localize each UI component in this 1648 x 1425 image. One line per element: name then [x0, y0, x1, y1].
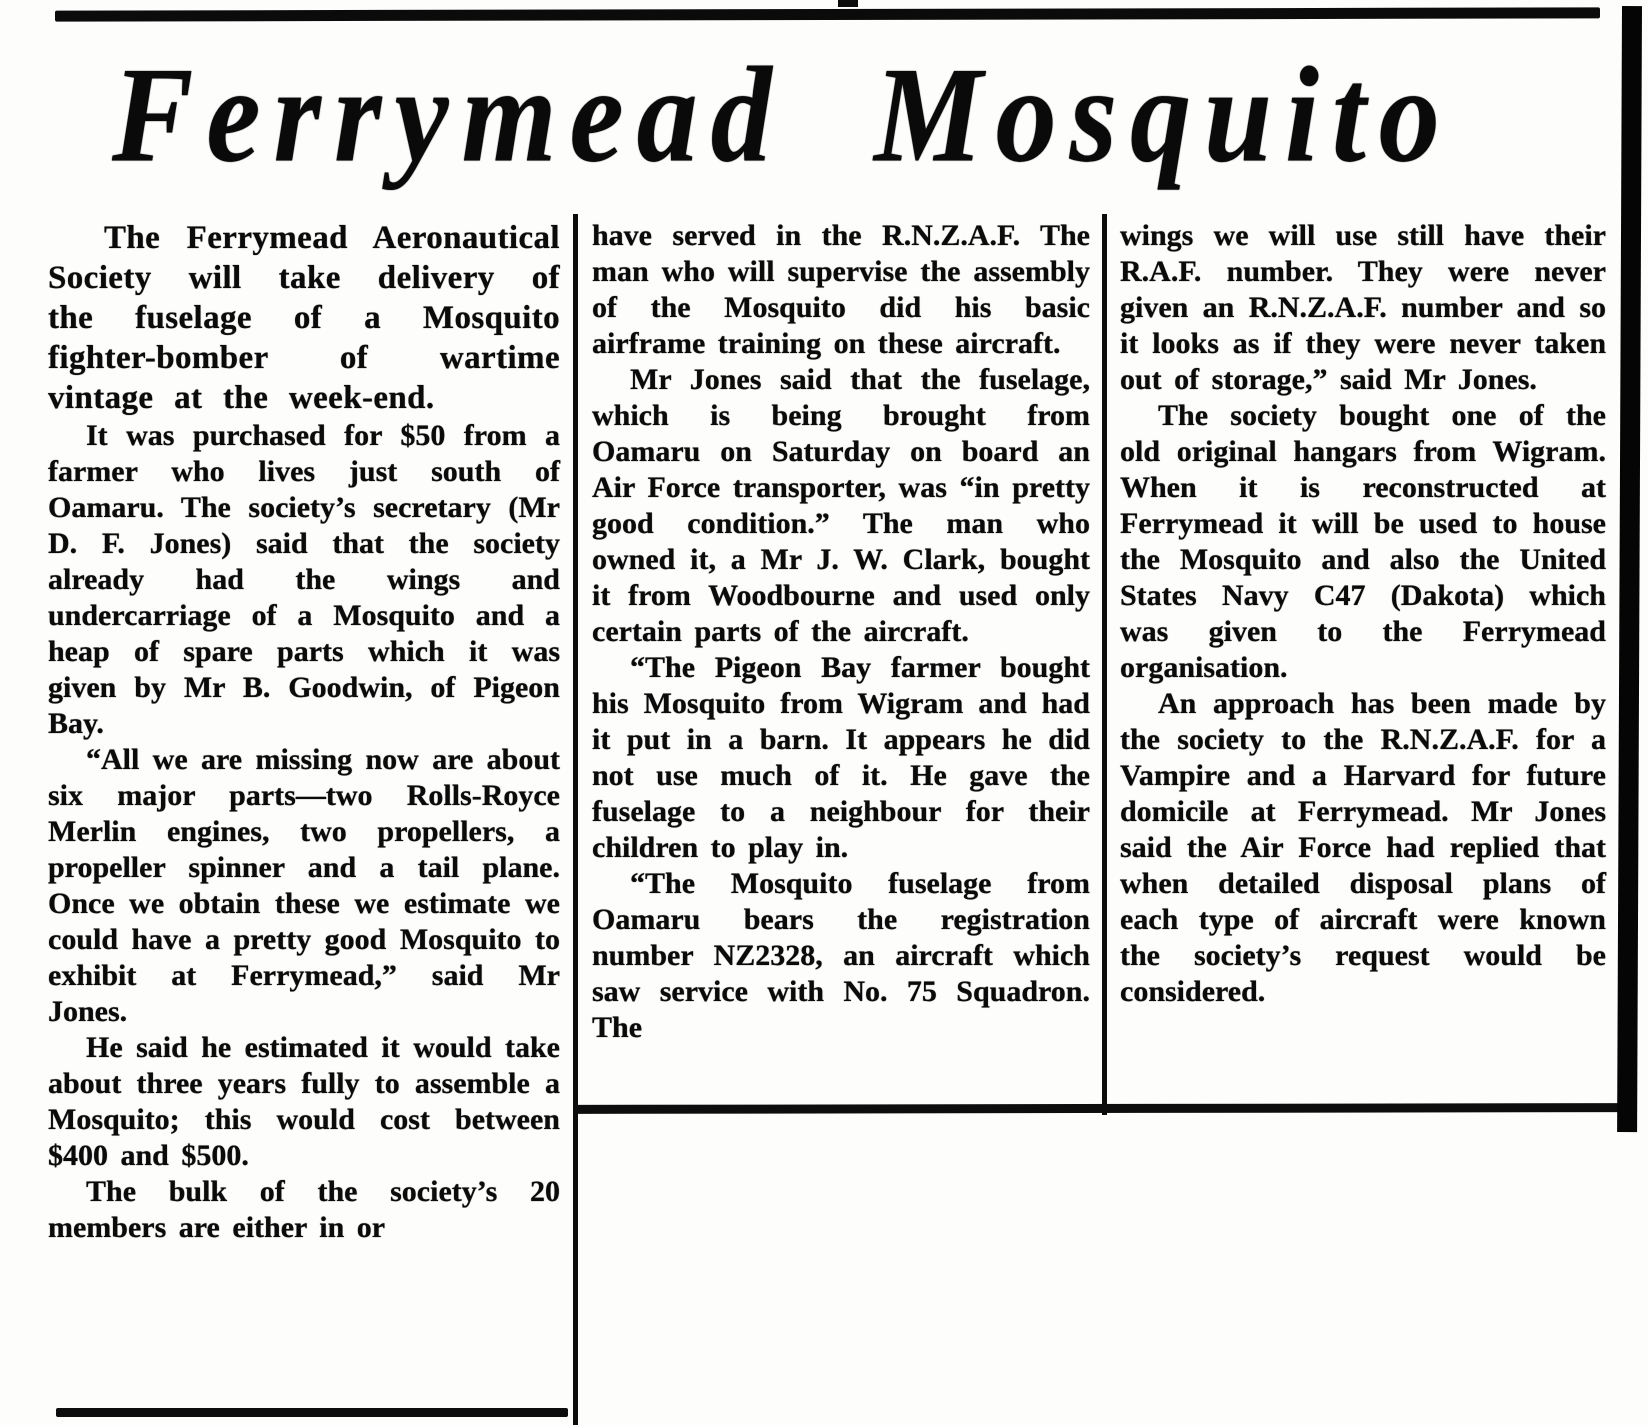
paragraph: An approach has been made by the society to the R.N.Z.A.F. for a Vampire and a Harvard for future domicile at Ferrymead. Mr Jones said the Air Force had replied that when detailed disposal plans of each type of aircraft were known the society’s request would be considered. — [1120, 687, 1606, 1008]
top-edge-mark — [838, 0, 858, 7]
paragraph: The society bought one of the old original hangars from Wigram. When it is reconstructed at Ferrymead it will be used to house the Mosquito and also the United States Navy C47 (Dakota) which was given to the Ferrymead organisation. — [1120, 399, 1606, 684]
paragraph: It was purchased for $50 from a farmer who lives just south of Oamaru. The society’s secretary (Mr D. F. Jones) said that the society already had the wings and undercarriage of a Mosquito and a heap of spare parts which it was given by Mr B. Goodwin, of Pigeon Bay. — [48, 419, 560, 740]
paragraph-continued: have served in the R.N.Z.A.F. The man who will supervise the assembly of the Mosquito did his basic airframe training on these aircraft. — [592, 219, 1090, 360]
column1-end-rule — [56, 1408, 568, 1417]
column-divider-1 — [573, 214, 578, 1425]
article-column-3 — [1120, 218, 1606, 1010]
article-column-2 — [592, 218, 1090, 1046]
paragraph: The bulk of the society’s 20 members are either in or — [48, 1175, 560, 1244]
article-column-1 — [48, 218, 560, 1246]
paragraph: He said he estimated it would take about three years fully to assemble a Mosquito; this would cost between $400 and $500. — [48, 1031, 560, 1172]
column-divider-2 — [1102, 214, 1107, 1115]
page-fold-bar — [1617, 6, 1642, 1132]
paragraph-continued: wings we will use still have their R.A.F. number. They were never given an R.N.Z.A.F. number and so it looks as if they were never taken out of storage,” said Mr Jones. — [1120, 219, 1606, 396]
paragraph: “The Mosquito fuselage from Oamaru bears the registration number NZ2328, an aircraft which saw service with No. 75 Squadron. The — [592, 867, 1090, 1044]
paragraph: “The Pigeon Bay farmer bought his Mosquito from Wigram and had it put in a barn. It appears he did not use much of it. He gave the fuselage to a neighbour for their children to play in. — [592, 651, 1090, 864]
lead-paragraph: The Ferrymead Aeronautical Society will take delivery of the fuselage of a Mosquito fighter-bomber of wartime vintage at the week-end. — [48, 220, 560, 416]
top-rule — [55, 7, 1600, 21]
article-end-rule — [576, 1103, 1625, 1114]
paragraph: Mr Jones said that the fuselage, which is being brought from Oamaru on Saturday on board an Air Force transporter, was “in pretty good condition.” The man who owned it, a Mr J. W. Clark, bought it from Woodbourne and used only certain parts of the aircraft. — [592, 363, 1090, 648]
paragraph: “All we are missing now are about six major parts—two Rolls-Royce Merlin engines, two propellers, a propeller spinner and a tail plane. Once we obtain these we estimate we could have a pretty good Mosquito to exhibit at Ferrymead,” said Mr Jones. — [48, 743, 560, 1028]
headline: Ferrymead Mosquito — [112, 39, 1453, 191]
